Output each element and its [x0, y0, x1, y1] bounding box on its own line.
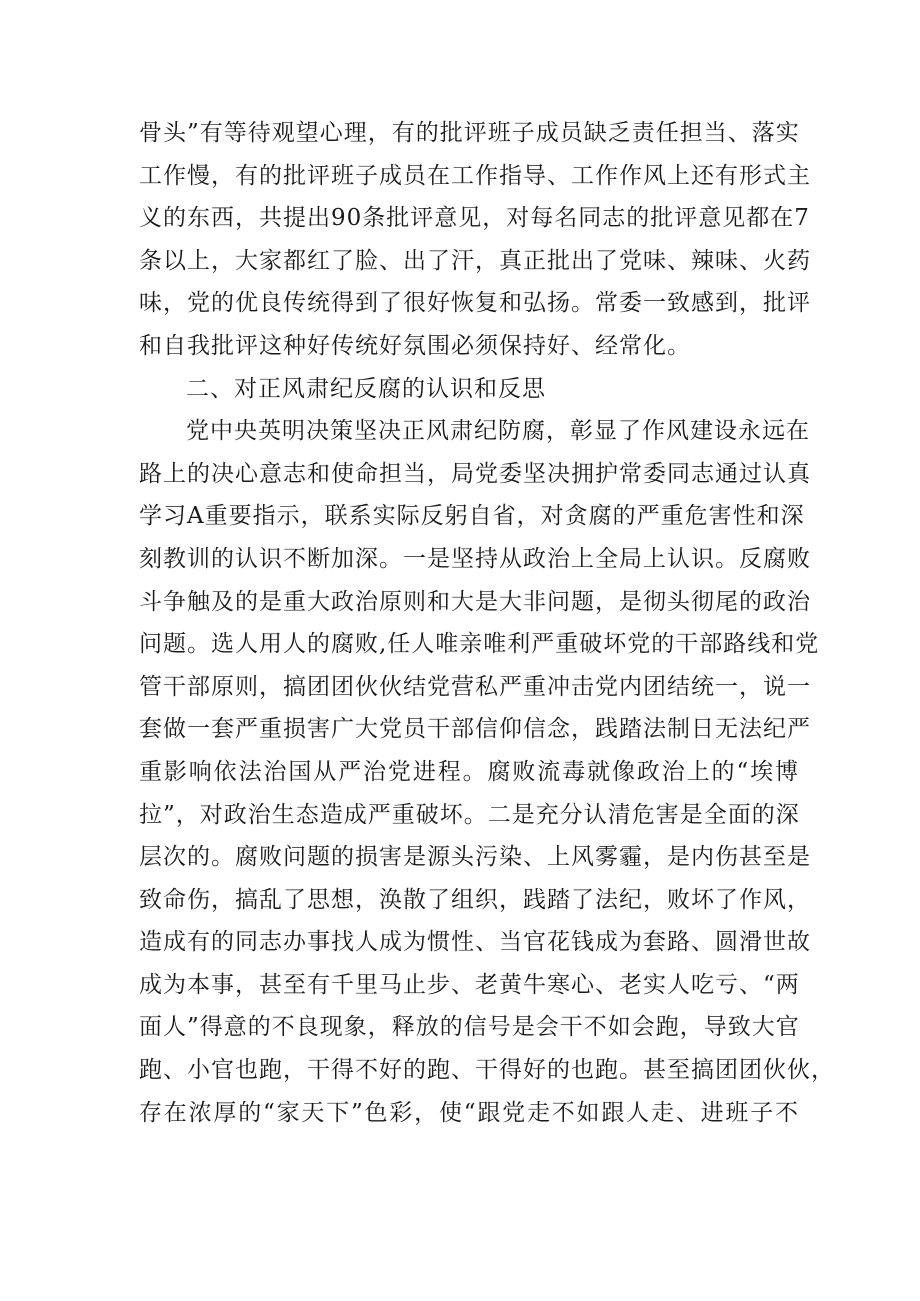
paragraph-line: 刻教训的认识不断加深。一是坚持从政治上全局上认识。反腐败 — [139, 545, 811, 572]
paragraph-line: 工作慢，有的批评班子成员在工作指导、工作作风上还有形式主 — [139, 162, 811, 189]
paragraph-line: 造成有的同志办事找人成为惯性、当官花钱成为套路、圆滑世故 — [139, 929, 811, 956]
paragraph-line: 成为本事，甚至有千里马止步、老黄牛寒心、老实人吃亏、“两 — [139, 971, 800, 998]
document-body — [139, 112, 835, 1134]
paragraph-line: 管干部原则，搞团团伙伙结党营私严重冲击党内团结统一，说一 — [139, 673, 811, 700]
paragraph-line: 套做一套严重损害广大党员干部信仰信念，践踏法制日无法纪严 — [139, 716, 811, 743]
paragraph-line: 层次的。腐败问题的损害是源头污染、上风雾霾，是内伤甚至是 — [139, 844, 811, 871]
paragraph-line: 问题。选人用人的腐败,任人唯亲唯利严重破坏党的干部路线和党 — [139, 631, 820, 658]
paragraph-line: 义的东西，共提出90条批评意见，对每名同志的批评意见都在7 — [139, 205, 810, 232]
paragraph-line: 骨头”有等待观望心理，有的批评班子成员缺乏责任担当、落实 — [139, 120, 800, 146]
paragraph-line: 斗争触及的是重大政治原则和大是大非问题，是彻头彻尾的政治 — [139, 588, 811, 615]
paragraph-line: 党中央英明决策坚决正风肃纪防腐，彰显了作风建设永远在 — [186, 418, 810, 445]
paragraph-line: 条以上，大家都红了脸、出了汗，真正批出了党味、辣味、火药 — [139, 247, 811, 274]
paragraph-line: 跑、小官也跑，干得不好的跑、干得好的也跑。甚至搞团团伙伙， — [139, 1057, 835, 1084]
paragraph-line: 和自我批评这种好传统好氛围必须保持好、经常化。 — [139, 332, 691, 359]
section-heading: 二、对正风肃纪反腐的认识和反思 — [186, 375, 546, 402]
paragraph-line: 存在浓厚的“家天下”色彩，使“跟党走不如跟人走、进班子不 — [139, 1099, 799, 1126]
paragraph-line: 拉”，对政治生态造成严重破坏。二是充分认清危害是全面的深 — [139, 801, 800, 828]
paragraph-line: 味，党的优良传统得到了很好恢复和弘扬。常委一致感到，批评 — [139, 290, 811, 317]
paragraph-line: 致命伤，搞乱了思想，涣散了组织，践踏了法纪，败坏了作风， — [139, 886, 811, 913]
paragraph-line: 面人”得意的不良现象，释放的信号是会干不如会跑，导致大官 — [139, 1014, 800, 1041]
paragraph-line: 重影响依法治国从严治党进程。腐败流毒就像政治上的“埃博 — [139, 758, 799, 785]
paragraph-line: 路上的决心意志和使命担当，局党委坚决拥护常委同志通过认真 — [139, 460, 811, 487]
paragraph-line: 学习A重要指示，联系实际反躬自省，对贪腐的严重危害性和深 — [139, 503, 805, 530]
